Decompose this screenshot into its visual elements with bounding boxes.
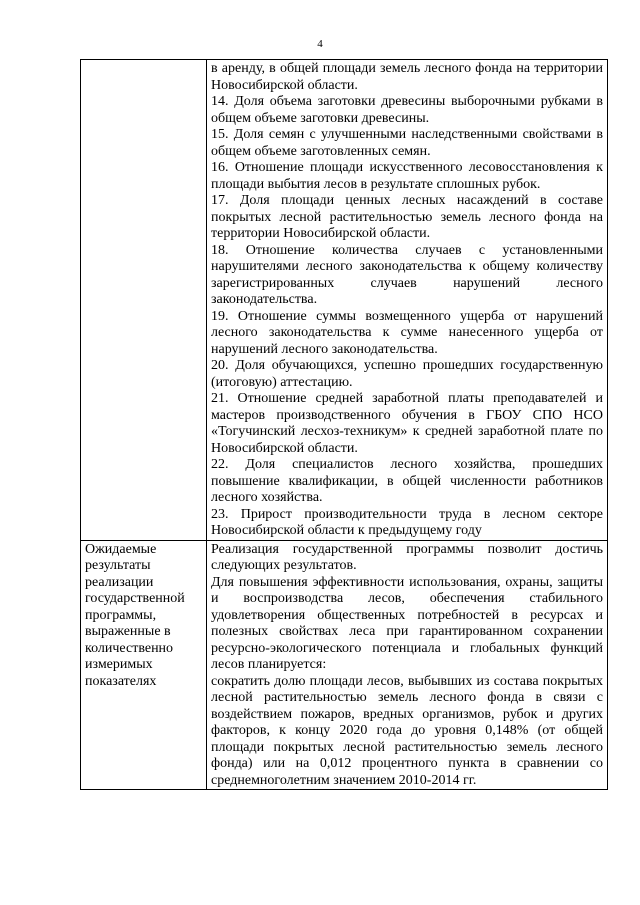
indicator-16: 16. Отношение площади искусственного лесовосстановления к площади выбытия лесов в результате сплошных рубок. xyxy=(211,160,603,192)
indicator-13-continuation: в аренду, в общей площади земель лесного фонда на территории Новосибирской области. xyxy=(211,61,603,93)
indicator-18: 18. Отношение количества случаев с установленными нарушителями лесного законодательства к общему количеству зарегистрированных случаев нарушений лесного законодательства. xyxy=(211,242,603,307)
indicator-17: 17. Доля площади ценных лесных насаждений в составе покрытых лесной растительностью земель лесного фонда на территории Новосибирской области. xyxy=(211,193,603,241)
expected-results-label: Ожидаемые результаты реализации государственной программы, выраженные в количественно измеримых показателях xyxy=(81,540,207,790)
expected-results-purpose: Для повышения эффективности использования, охраны, защиты и воспроизводства лесов, обеспечения стабильного удовлетворения общественных потребностей в ресурсах и полезных свойствах леса при гарантированном сохранении ресурсно-экологического потенциала и глобальных функций лесов планируется: xyxy=(211,574,603,672)
indicator-15: 15. Доля семян с улучшенными наследственными свойствами в общем объеме заготовленных семян. xyxy=(211,127,603,159)
page-number: 4 xyxy=(317,38,323,50)
indicator-21: 21. Отношение средней заработной платы преподавателей и мастеров производственного обучения в ГБОУ СПО НСО «Тогучинский лесхоз-техникум» к средней заработной плате по Новосибирской области. xyxy=(211,391,603,456)
table-row-indicators xyxy=(81,60,608,541)
table-row-expected-results xyxy=(81,540,608,790)
expected-results-cell xyxy=(207,540,608,790)
expected-results-item-1: сократить долю площади лесов, выбывших из состава покрытых лесной растительностью земель лесного фонда в связи с воздействием пожаров, вредных организмов, рубок и других факторов, к концу 2020 года до уровня 0,148% (от общей площади покрытых лесной растительностью земель лесного фонда) или на 0,012 процентного пункта в сравнении со среднемноголетним значением 2010-2014 гг. xyxy=(211,673,603,788)
program-passport-table xyxy=(80,59,608,790)
target-indicators-cell xyxy=(207,60,608,541)
row-label-empty xyxy=(81,60,207,541)
indicator-23: 23. Прирост производительности труда в лесном секторе Новосибирской области к предыдущему году xyxy=(211,506,603,538)
indicator-19: 19. Отношение суммы возмещенного ущерба от нарушений лесного законодательства к сумме нанесенного ущерба от нарушений лесного законодательства. xyxy=(211,308,603,357)
expected-results-intro: Реализация государственной программы позволит достичь следующих результатов. xyxy=(211,541,603,573)
indicator-14: 14. Доля объема заготовки древесины выборочными рубками в общем объеме заготовки древесины. xyxy=(211,94,603,126)
indicator-20: 20. Доля обучающихся, успешно прошедших государственную (итоговую) аттестацию. xyxy=(211,358,603,390)
indicator-22: 22. Доля специалистов лесного хозяйства, прошедших повышение квалификации, в общей численности работников лесного хозяйства. xyxy=(211,457,603,505)
